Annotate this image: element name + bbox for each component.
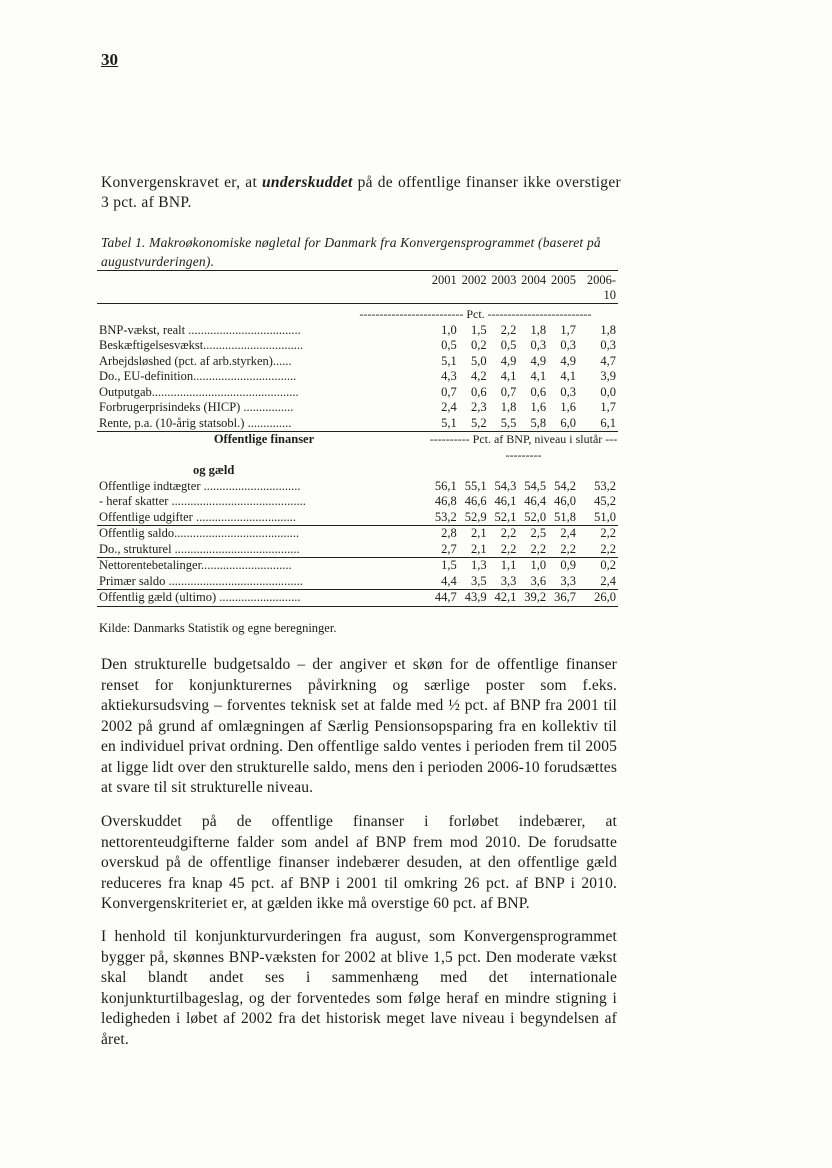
row-label: Offentlig saldo........................................ — [99, 526, 300, 540]
table-row — [97, 590, 618, 607]
row-value: 1,3 — [470, 558, 487, 572]
row-value: 2,4 — [578, 574, 618, 590]
body-paragraph-2: Overskuddet på de offentlige finanser i forløbet indebærer, at nettorenteudgifterne falder som andel af BNP frem mod 2010. De forudsatte overskud på de offentlige finanser indebærer desuden, at den offentlige gæld reduceres fra knap 45 pct. af BNP i 2001 til omkring 26 pct. af BNP i 2010. Konvergenskriteriet er, at gælden ikke må overstige 60 pct. af BNP. — [101, 813, 617, 912]
row-label: Offentlige udgifter ................................ — [97, 510, 429, 526]
row-label: Outputgab............................................... — [99, 384, 299, 399]
intro-suffix: på de offentlige finanser ikke overstiger 3 pct. af BNP. — [101, 174, 621, 211]
row-value: 1,1 — [500, 558, 517, 572]
row-value: 1,5 — [470, 322, 487, 337]
row-value: 42,1 — [489, 590, 519, 607]
row-value: 0,7 — [500, 384, 517, 399]
row-value: 51,0 — [578, 510, 618, 526]
row-value: 46,1 — [494, 494, 517, 508]
header-label-cell — [97, 271, 429, 304]
row-value: 2,3 — [470, 400, 487, 414]
row-value: 3,6 — [518, 574, 548, 590]
row-value: 2,1 — [459, 542, 489, 558]
table-row — [97, 510, 618, 526]
row-value: 4,7 — [600, 353, 616, 368]
row-label: BNP-vækst, realt .................................... — [99, 322, 301, 337]
row-label: - heraf skatter ........................................... — [99, 494, 306, 508]
row-label: Nettorentebetalinger............................. — [99, 558, 292, 572]
intro-paragraph — [101, 173, 621, 213]
row-label: Beskæftigelsesvækst................................ — [99, 338, 304, 352]
row-value: 3,3 — [489, 574, 519, 590]
row-value: 0,2 — [470, 338, 487, 352]
row-value: 55,1 — [464, 478, 487, 493]
body-paragraph-3: I henhold til konjunkturvurderingen fra august, som Konvergensprogrammet bygger på, skønnes BNP-væksten for 2002 at blive 1,5 pct. Den moderate vækst skal blandt andet ses i sammenhæng med det internationale konjunkturtilbageslag, og der forventedes som følge heraf en mindre stigning i ledigheden i løbet af 2002 fra det historisk meget lave niveau i begyndelsen af året. — [101, 928, 617, 1048]
row-value: 5,2 — [459, 416, 489, 432]
table-row — [97, 369, 618, 385]
row-value: 4,4 — [429, 574, 459, 590]
row-value: 1,0 — [530, 558, 547, 572]
unit-label-gdp: ---------- Pct. af BNP, niveau i slutår ------------ — [429, 432, 618, 462]
row-value: 1,7 — [560, 322, 576, 337]
row-value: 0,5 — [500, 338, 517, 352]
row-value: 51,8 — [548, 510, 578, 526]
row-value: 2,8 — [441, 526, 457, 540]
row-value: 52,0 — [518, 510, 548, 526]
column-header: 2004 — [518, 271, 548, 304]
row-value: 2,4 — [560, 526, 576, 540]
row-value: 0,0 — [600, 384, 616, 399]
row-value: 4,1 — [560, 369, 576, 383]
table-source: Kilde: Danmarks Statistik og egne beregninger. — [99, 621, 337, 635]
table-caption: Tabel 1. Makroøkonomiske nøgletal for Danmark fra Konvergensprogrammet (baseret på augustvurderingen). — [101, 235, 601, 269]
row-value: 4,9 — [500, 353, 517, 368]
table-row — [97, 542, 618, 558]
row-value: 54,5 — [524, 478, 547, 493]
row-value: 1,8 — [500, 400, 517, 414]
section-header-row — [97, 432, 618, 464]
row-value: 1,6 — [530, 400, 547, 414]
row-value: 5,8 — [518, 416, 548, 432]
section-spacer — [429, 463, 618, 479]
row-value: 1,6 — [560, 400, 576, 414]
row-value: 44,7 — [429, 590, 459, 607]
row-value: 2,2 — [548, 542, 578, 558]
table-row — [97, 494, 618, 510]
row-label: Arbejdsløshed (pct. af arb.styrken)...... — [99, 353, 292, 368]
column-header: 2005 — [548, 271, 578, 304]
table-header-row — [97, 271, 618, 304]
row-value: 4,9 — [560, 353, 576, 368]
row-value: 56,1 — [434, 478, 457, 493]
row-value: 0,2 — [600, 558, 616, 572]
row-value: 4,9 — [530, 353, 547, 368]
row-value: 1,8 — [530, 322, 547, 337]
row-value: 6,1 — [578, 416, 618, 432]
row-label: Do., strukturel ........................................ — [97, 542, 429, 558]
intro-prefix: Konvergenskravet er, at — [101, 174, 263, 191]
row-value: 46,8 — [434, 494, 457, 508]
row-value: 1,0 — [441, 322, 457, 337]
row-value: 5,1 — [441, 353, 457, 368]
row-value: 36,7 — [548, 590, 578, 607]
row-value: 43,9 — [459, 590, 489, 607]
table-row — [97, 416, 618, 432]
row-value: 2,7 — [429, 542, 459, 558]
table-row — [97, 558, 618, 574]
table-row — [97, 354, 618, 370]
row-value: 2,4 — [441, 400, 457, 414]
unit-row-pct — [97, 304, 618, 323]
intro-emphasis: underskuddet — [262, 174, 353, 191]
row-value: 1,5 — [441, 558, 457, 572]
row-value: 26,0 — [578, 590, 618, 607]
row-value: 2,2 — [489, 542, 519, 558]
row-value: 5,1 — [429, 416, 459, 432]
table-row — [97, 400, 618, 416]
row-value: 5,0 — [470, 353, 487, 368]
macro-table — [97, 270, 618, 607]
row-value: 4,2 — [470, 369, 487, 383]
row-value: 2,1 — [470, 526, 487, 540]
row-value: 0,7 — [441, 384, 457, 399]
table-row — [97, 479, 618, 495]
row-value: 0,3 — [530, 338, 547, 352]
row-label: Rente, p.a. (10-årig statsobl.) .............. — [97, 416, 429, 432]
row-value: 4,1 — [500, 369, 517, 383]
row-value: 6,0 — [548, 416, 578, 432]
row-value: 0,3 — [560, 384, 576, 399]
row-value: 54,3 — [494, 478, 517, 493]
column-header: 2003 — [489, 271, 519, 304]
row-value: 46,4 — [524, 494, 547, 508]
section-header-row-2 — [97, 463, 618, 479]
row-value: 52,1 — [489, 510, 519, 526]
table-row — [97, 338, 618, 354]
row-value: 1,8 — [600, 322, 616, 337]
row-value: 2,5 — [530, 526, 547, 540]
row-value: 3,9 — [600, 369, 616, 383]
section-title: Offentlige finanser — [213, 432, 315, 446]
table-row — [97, 323, 618, 339]
row-value: 2,2 — [500, 322, 517, 337]
row-label: Do., EU-definition................................. — [99, 369, 297, 383]
body-paragraph-1: Den strukturelle budgetsaldo – der angiver et skøn for de offentlige finanser renset for konjunkturernes påvirkning og særlige poster som f.eks. aktiekursudsving – forventes teknisk set at falde med ½ pct. af BNP fra 2001 til 2002 på grund af omlægningen af Særlig Pensionsopsparing fra en kollektiv til en individuel privat ordning. Den offentlige saldo ventes i perioden frem til 2005 at ligge lidt over den strukturelle saldo, mens den i perioden 2006-10 forudsættes at svare til sit strukturelle niveau. — [101, 656, 617, 796]
row-value: 4,3 — [441, 369, 457, 383]
row-value: 4,1 — [530, 369, 547, 383]
row-value: 45,2 — [594, 494, 616, 508]
table-body — [97, 271, 618, 607]
table-row — [97, 574, 618, 590]
row-value: 2,2 — [578, 542, 618, 558]
row-value: 5,5 — [489, 416, 519, 432]
table-row — [97, 526, 618, 542]
column-header: 2001 — [429, 271, 459, 304]
unit-label-pct: -------------------------- Pct. -------------------------- — [359, 307, 592, 321]
row-value: 0,5 — [441, 338, 457, 352]
column-header: 2006-10 — [578, 271, 618, 304]
row-value: 53,2 — [594, 478, 616, 493]
row-value: 0,9 — [560, 558, 576, 572]
column-header: 2002 — [459, 271, 489, 304]
row-value: 46,6 — [464, 494, 487, 508]
row-value: 3,3 — [548, 574, 578, 590]
row-value: 3,5 — [459, 574, 489, 590]
row-value: 39,2 — [518, 590, 548, 607]
row-value: 1,7 — [600, 400, 616, 414]
row-value: 52,9 — [459, 510, 489, 526]
row-value: 46,0 — [554, 494, 576, 508]
row-label: Primær saldo ........................................... — [97, 574, 429, 590]
row-value: 2,2 — [500, 526, 517, 540]
page-number: 30 — [101, 50, 118, 69]
row-value: 54,2 — [554, 478, 576, 493]
row-label: Offentlig gæld (ultimo) .......................... — [97, 590, 429, 607]
row-value: 2,2 — [518, 542, 548, 558]
row-value: 0,3 — [560, 338, 576, 352]
row-value: 53,2 — [429, 510, 459, 526]
section-title-line2: og gæld — [193, 463, 235, 477]
row-label: Forbrugerprisindeks (HICP) ................ — [99, 400, 294, 414]
row-label: Offentlige indtægter ............................... — [99, 478, 301, 493]
table-row — [97, 385, 618, 401]
row-value: 0,6 — [470, 384, 487, 399]
row-value: 0,3 — [600, 338, 616, 352]
row-value: 2,2 — [600, 526, 616, 540]
row-value: 0,6 — [530, 384, 547, 399]
